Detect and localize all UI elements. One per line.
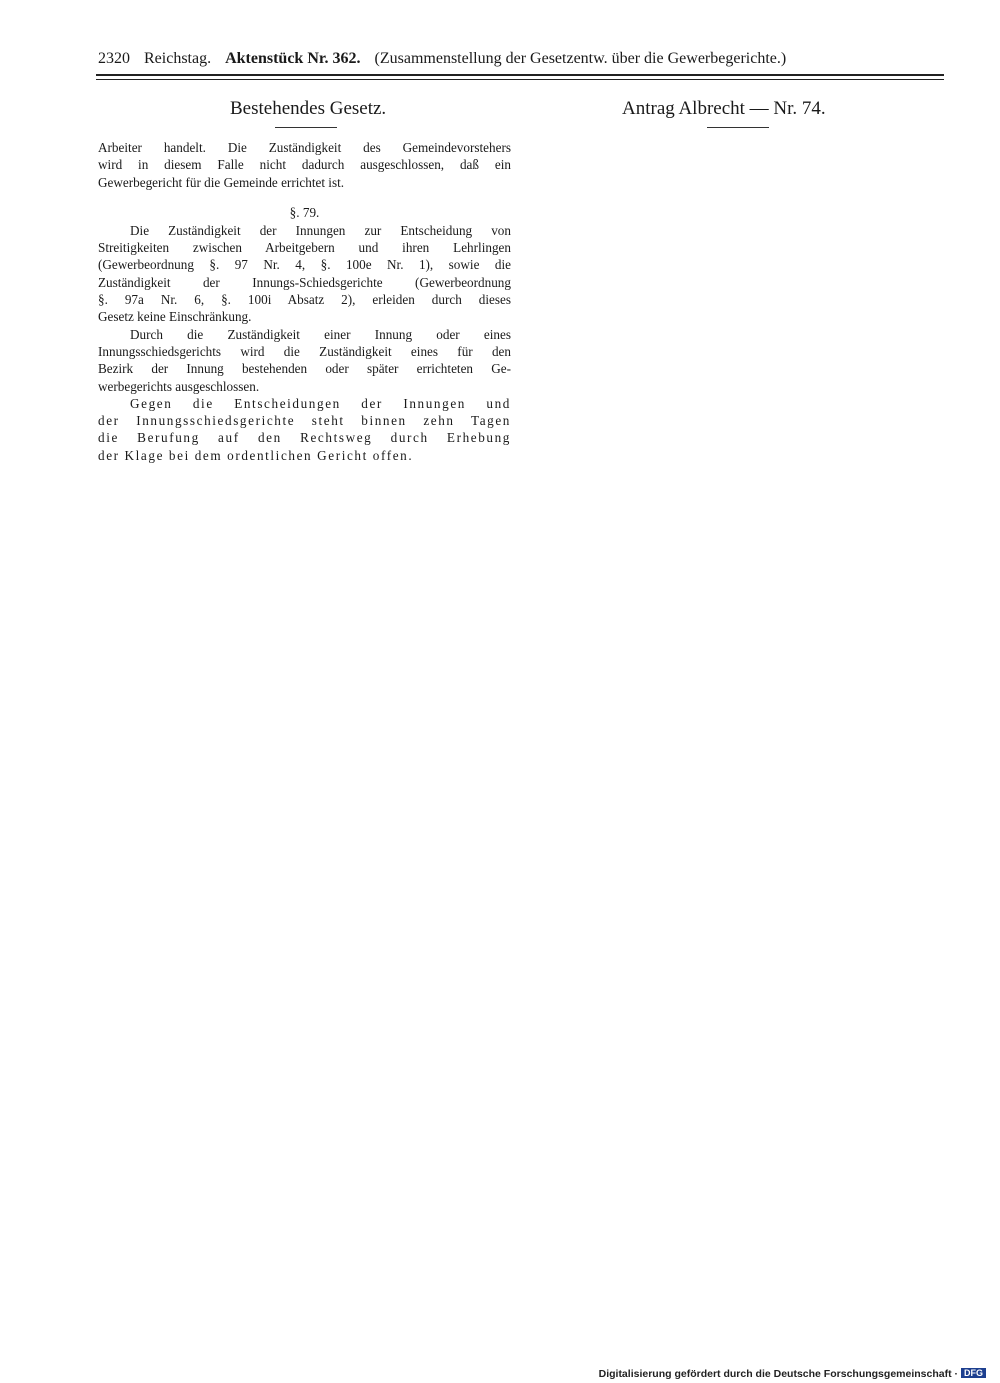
text-line: Gewerbegericht für die Gemeinde errichtet ist.	[98, 174, 345, 190]
text-line: der Innungsschiedsgerichte steht binnen zehn Tagen	[98, 413, 511, 429]
text-line: die Berufung auf den Rechtsweg durch Erhebung	[98, 430, 511, 446]
text-line: Bezirk der Innung bestehenden oder später errichteten Ge-	[98, 361, 511, 377]
text-line: der Klage bei dem ordentlichen Gericht offen.	[98, 447, 414, 463]
header-rule-thick	[96, 74, 944, 76]
text-line: Gesetz keine Einschränkung.	[98, 309, 252, 325]
text-line: Innungsschiedsgerichts wird die Zuständigkeit eines für den	[98, 343, 511, 359]
header-rule-thin	[96, 79, 944, 80]
text-line: werbegerichts ausgeschlossen.	[98, 378, 260, 394]
dfg-logo: DFG	[961, 1368, 986, 1378]
page-number: 2320	[98, 50, 130, 67]
text-line: Streitigkeiten zwischen Arbeitgebern und ihren Lehrlingen	[98, 240, 511, 256]
digitization-credit	[599, 1368, 986, 1380]
left-column-title: Bestehendes Gesetz.	[230, 98, 387, 119]
right-column-title: Antrag Albrecht — Nr. 74.	[622, 98, 826, 119]
paragraph-4	[98, 395, 511, 464]
document-subject: (Zusammenstellung der Gesetzentw. über die Gewerbegerichte.)	[374, 50, 787, 67]
right-column-title-rule	[707, 127, 769, 128]
paragraph-3	[98, 326, 511, 395]
left-column-title-rule	[275, 127, 337, 128]
text-line: Die Zuständigkeit der Innungen zur Entscheidung von	[130, 222, 511, 238]
section-number: §. 79.	[289, 204, 320, 220]
text-line: Durch die Zuständigkeit einer Innung oder eines	[130, 326, 511, 342]
text-line: Arbeiter handelt. Die Zuständigkeit des Gemeindevorstehers	[98, 140, 511, 155]
document-number: Aktenstück Nr. 362.	[225, 50, 361, 67]
text-line: Gegen die Entscheidungen der Innungen und	[130, 395, 511, 411]
text-line: (Gewerbeordnung §. 97 Nr. 4, §. 100e Nr. 1), sowie die	[98, 257, 511, 273]
paragraph-1	[98, 139, 511, 191]
publication-name: Reichstag.	[144, 50, 212, 67]
credit-text: Digitalisierung gefördert durch die Deutsche Forschungsgemeinschaft ·	[598, 1368, 958, 1380]
text-line: Zuständigkeit der Innungs-Schiedsgerichte (Gewerbeordnung	[98, 274, 511, 290]
text-line: §. 97a Nr. 6, §. 100i Absatz 2), erleiden durch dieses	[98, 292, 511, 308]
left-column-text	[98, 139, 511, 464]
page-header	[98, 50, 944, 68]
paragraph-2	[98, 222, 511, 326]
text-line: wird in diesem Falle nicht dadurch ausgeschlossen, daß ein	[98, 157, 511, 173]
